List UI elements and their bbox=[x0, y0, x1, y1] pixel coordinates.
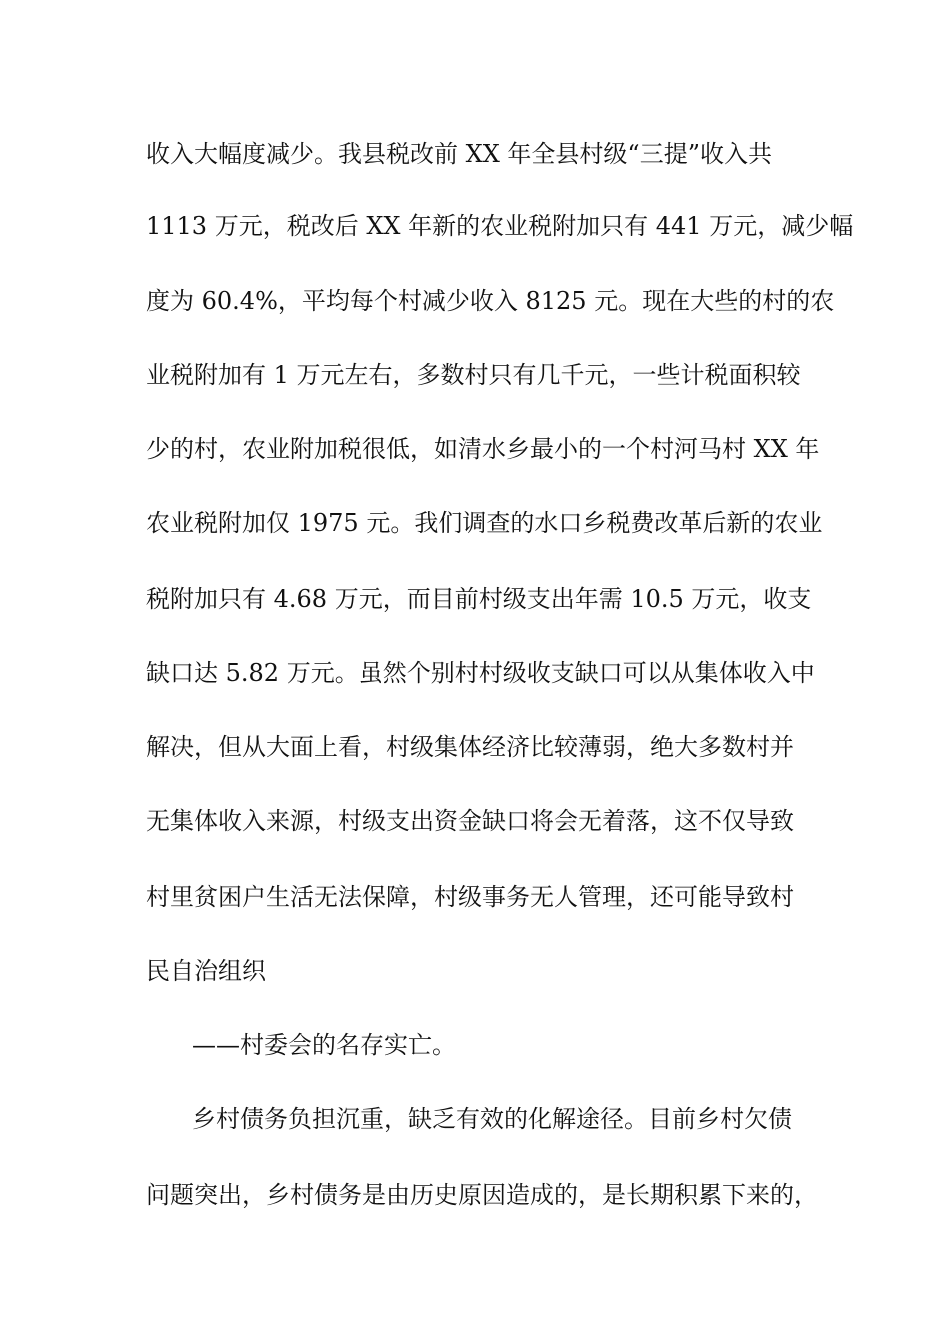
text-line: 度为 60.4%，平均每个村减少收入 8125 元。现在大些的村的农 bbox=[146, 287, 835, 315]
text-line: 解决，但从大面上看，村级集体经济比较薄弱，绝大多数村并 bbox=[146, 733, 794, 761]
text-line: 村里贫困户生活无法保障，村级事务无人管理，还可能导致村 bbox=[146, 883, 794, 911]
text-line: 无集体收入来源，村级支出资金缺口将会无着落，这不仅导致 bbox=[146, 807, 794, 835]
text-line: 业税附加有 1 万元左右，多数村只有几千元，一些计税面积较 bbox=[146, 361, 801, 389]
paragraph-start-line: 乡村债务负担沉重，缺乏有效的化解途径。目前乡村欠债 bbox=[192, 1105, 792, 1133]
text-line: 收入大幅度减少。我县税改前 XX 年全县村级“三提”收入共 bbox=[146, 140, 772, 168]
text-line: 民自治组织 bbox=[146, 957, 266, 985]
text-line: 问题突出，乡村债务是由历史原因造成的，是长期积累下来的， bbox=[146, 1181, 818, 1209]
text-line: 农业税附加仅 1975 元。我们调查的水口乡税费改革后新的农业 bbox=[146, 509, 823, 537]
text-line: 1113 万元，税改后 XX 年新的农业税附加只有 441 万元，减少幅 bbox=[146, 212, 854, 240]
text-line: 少的村，农业附加税很低，如清水乡最小的一个村河马村 XX 年 bbox=[146, 435, 820, 463]
text-line-dash: ——村委会的名存实亡。 bbox=[192, 1031, 456, 1059]
text-line: 缺口达 5.82 万元。虽然个别村村级收支缺口可以从集体收入中 bbox=[146, 659, 815, 687]
text-line: 税附加只有 4.68 万元，而目前村级支出年需 10.5 万元，收支 bbox=[146, 585, 812, 613]
